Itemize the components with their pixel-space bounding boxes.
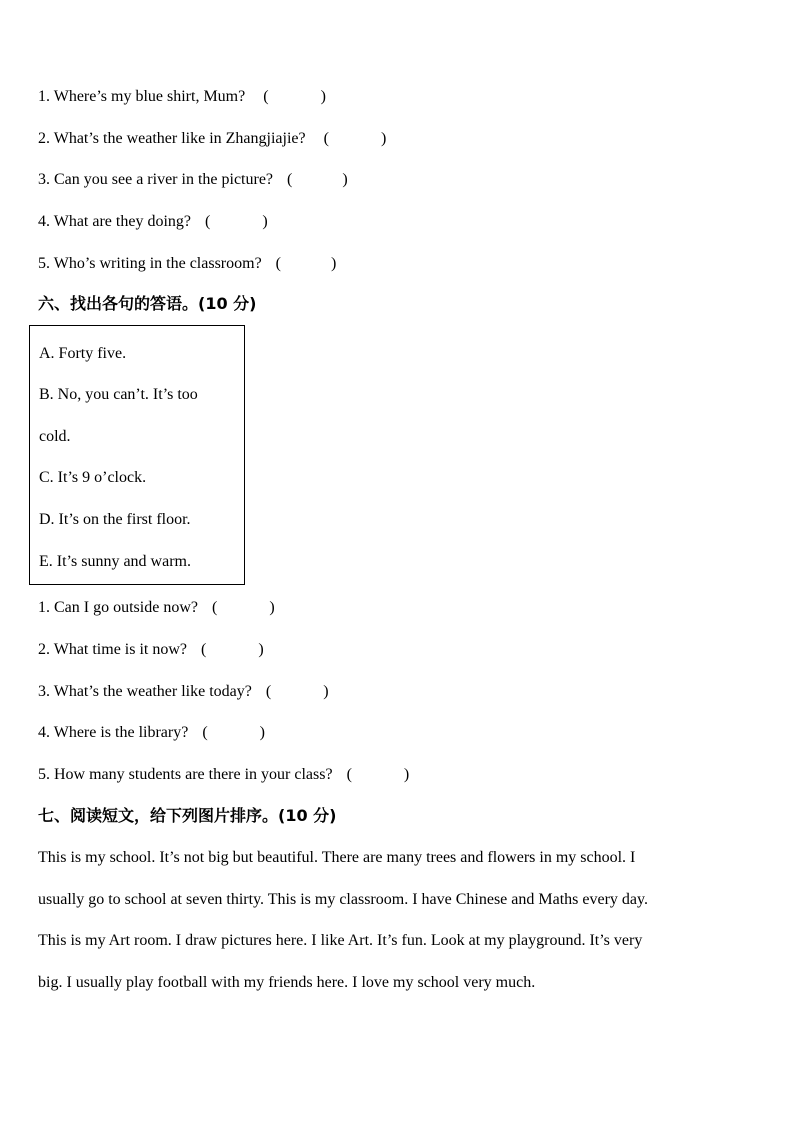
option-d: D. It’s on the first floor. bbox=[39, 511, 191, 528]
option-e: E. It’s sunny and warm. bbox=[39, 553, 191, 570]
option-b: B. No, you can’t. It’s too bbox=[39, 386, 198, 403]
s6-question-3: 3. What’s the weather like today? ( ) bbox=[38, 683, 329, 700]
s5-question-3: 3. Can you see a river in the picture? ( ) bbox=[38, 171, 348, 188]
s6-question-4: 4. Where is the library? ( ) bbox=[38, 724, 265, 741]
s5-question-2: 2. What’s the weather like in Zhangjiajie? ( ) bbox=[38, 130, 387, 147]
s5-question-5: 5. Who’s writing in the classroom? ( ) bbox=[38, 255, 337, 272]
s6-question-2: 2. What time is it now? ( ) bbox=[38, 641, 264, 658]
s6-question-5: 5. How many students are there in your class? ( ) bbox=[38, 766, 410, 783]
answer-options-box bbox=[29, 325, 245, 585]
option-c: C. It’s 9 o’clock. bbox=[39, 469, 147, 486]
section6-heading: 六、找出各句的答语。(10 分) bbox=[38, 294, 257, 313]
reading-line-4: big. I usually play football with my friends here. I love my school very much. bbox=[38, 974, 536, 991]
s5-question-4: 4. What are they doing? ( ) bbox=[38, 213, 268, 230]
section7-heading: 七、阅读短文，给下列图片排序。(10 分) bbox=[38, 806, 337, 825]
reading-line-3: This is my Art room. I draw pictures here. I like Art. It’s fun. Look at my playground. It’s very bbox=[38, 932, 643, 949]
s6-question-1: 1. Can I go outside now? ( ) bbox=[38, 599, 275, 616]
option-a: A. Forty five. bbox=[39, 345, 127, 362]
s5-question-1: 1. Where’s my blue shirt, Mum? ( ) bbox=[38, 88, 326, 105]
reading-line-1: This is my school. It’s not big but beautiful. There are many trees and flowers in my school. I bbox=[38, 849, 636, 866]
option-b-cont: cold. bbox=[39, 428, 71, 445]
reading-line-2: usually go to school at seven thirty. This is my classroom. I have Chinese and Maths every day. bbox=[38, 891, 648, 908]
